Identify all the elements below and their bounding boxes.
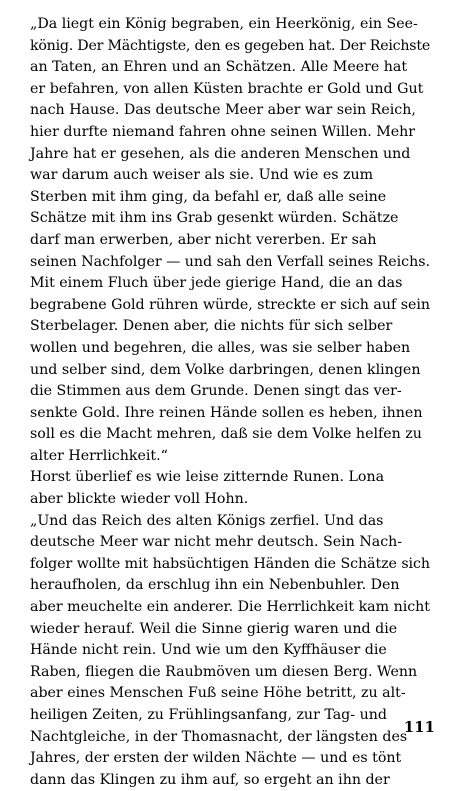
text-line: nach Hause. Das deutsche Meer aber war sein Reich, [30,102,416,119]
text-line: an Taten, an Ehren und an Schätzen. Alle Meere hat [30,59,408,76]
book-page [30,14,430,788]
text-line: Jahre hat er gesehen, als die anderen Menschen und [30,145,411,162]
text-line: aber blickte wieder voll Hohn. [30,491,249,508]
body-text [30,14,430,791]
text-line: Sterbelager. Denen aber, die nichts für sich selber [30,318,393,335]
text-line: seinen Nachfolger — und sah den Verfall seines Reichs. [30,253,430,270]
text-line: wieder herauf. Weil die Sinne gierig waren und die [30,620,398,637]
text-line: und selber sind, dem Volke darbringen, denen klingen [30,361,421,378]
text-line: wollen und begehren, die alles, was sie selber haben [30,339,411,356]
text-line: „Da liegt ein König begraben, ein Heerkönig, ein See- [30,16,418,32]
text-line: könig. Der Mächtigste, den es gegeben hat. Der Reichste [30,37,430,54]
text-line: aber eines Menschen Fuß seine Höhe betritt, zu alt- [30,685,406,702]
text-line: Schätze mit ihm ins Grab gesenkt würden. Schätze [30,210,399,227]
text-line: Hände nicht rein. Und wie um den Kyffhäuser die [30,642,387,659]
page-number: 111 [403,718,435,736]
text-line: alter Herrlichkeit.“ [30,447,168,464]
text-line: dann das Klingen zu ihm auf, so ergeht an ihn der [30,771,390,788]
text-line: hier durfte niemand fahren ohne seinen Willen. Mehr [30,123,416,140]
text-line: aber meuchelte ein anderer. Die Herrlichkeit kam nicht [30,599,430,616]
text-line: senkte Gold. Ihre reinen Hände sollen es heben, ihnen [30,404,423,421]
text-line: Mit einem Fluch über jede gierige Hand, die an das [30,275,403,292]
text-line: darf man erwerben, aber nicht vererben. Er sah [30,231,377,248]
text-line: er befahren, von allen Küsten brachte er Gold und Gut [30,80,424,97]
text-line: war darum auch weiser als sie. Und wie es zum [30,167,374,184]
text-line: folger wollte mit habsüchtigen Händen die Schätze sich [30,555,430,572]
text-line: „Und das Reich des alten Königs zerfiel. Und das [30,512,384,529]
text-line: Nachtgleiche, in der Thomasnacht, der längsten des [30,728,408,745]
text-line: Raben, fliegen die Raubmöven um diesen Berg. Wenn [30,663,418,680]
text-line: deutsche Meer war nicht mehr deutsch. Sein Nach- [30,534,403,551]
text-line: soll es die Macht mehren, daß sie dem Volke helfen zu [30,426,422,443]
text-line: heiligen Zeiten, zu Frühlingsanfang, zur Tag- und [30,707,387,723]
text-line: Sterben mit ihm ging, da befahl er, daß alle seine [30,188,387,205]
text-line: begrabene Gold rühren würde, streckte er sich auf sein [30,296,430,313]
text-line: Horst überlief es wie leise zitternde Runen. Lona [30,469,385,486]
text-line: heraufholen, da erschlug ihn ein Nebenbuhler. Den [30,577,400,594]
text-line: die Stimmen aus dem Grunde. Denen singt das ver- [30,383,402,400]
text-line: Jahres, der ersten der wilden Nächte — und es tönt [30,750,402,767]
